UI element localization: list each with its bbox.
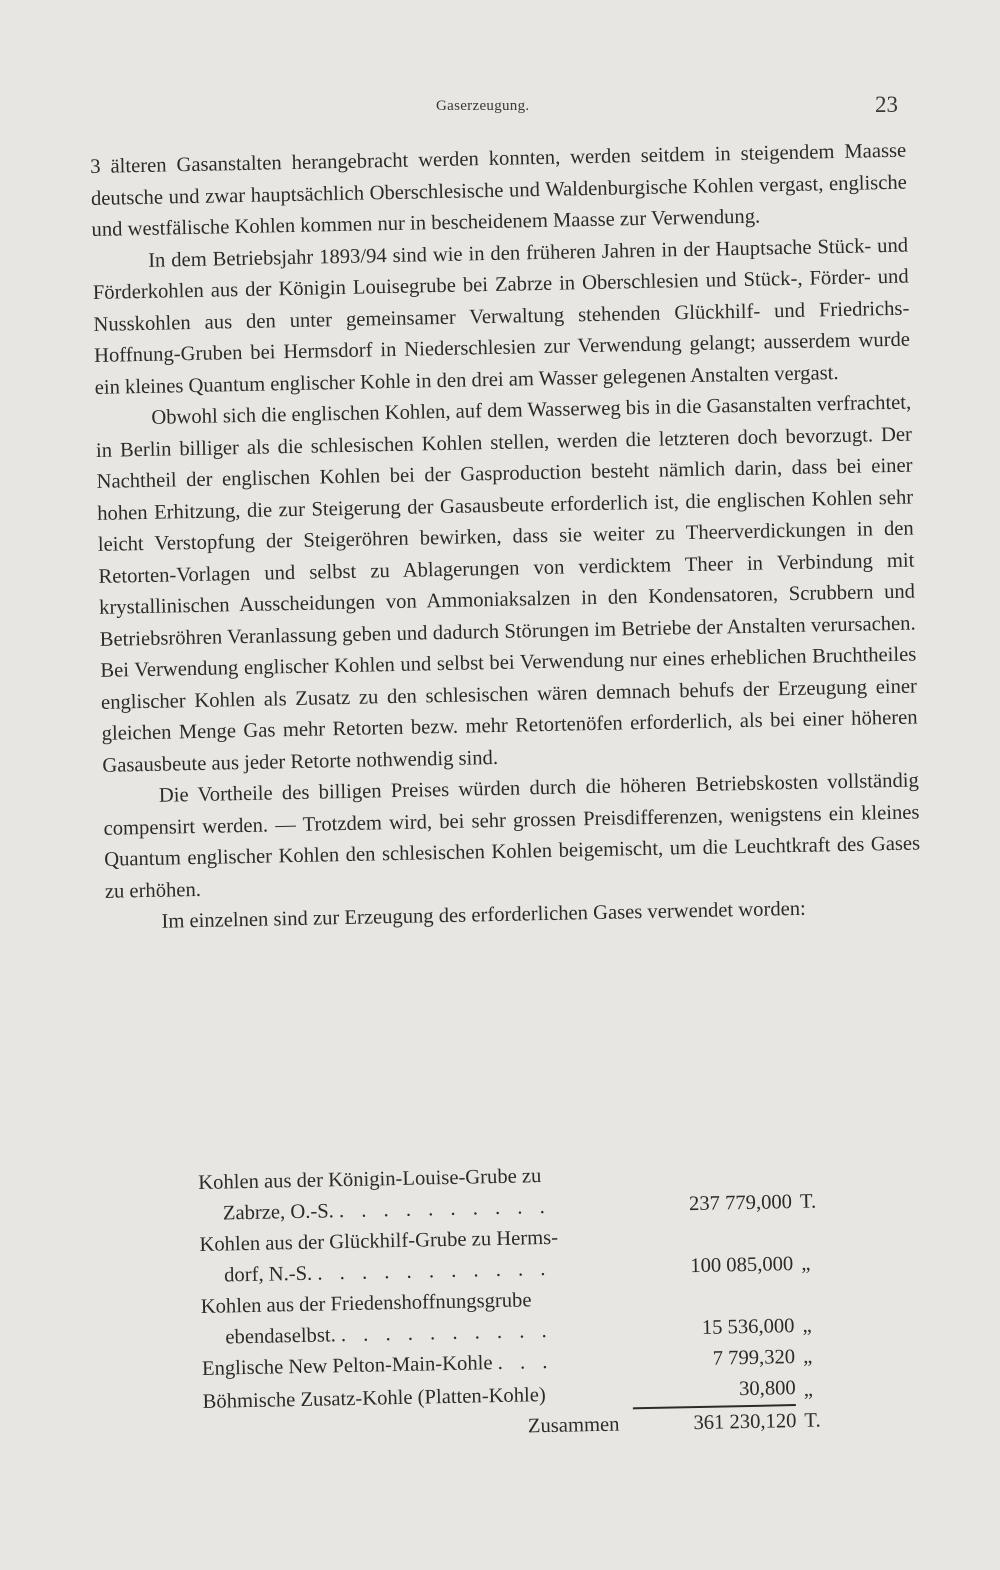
table-unit: „ <box>802 1345 813 1368</box>
paragraph: 3 älteren Gasanstalten herangebracht werden konnten, werden seitdem in steigendem Maasse deutsche und zwar hauptsächlich Oberschlesische und Waldenburgische Kohlen vergast, englische und westfälische Kohlen kommen nur in bescheidenem Maasse zur Verwendung. <box>90 139 907 241</box>
table-entry <box>98 1159 629 1232</box>
page-number: 23 <box>875 92 898 117</box>
running-title: Gaserzeugung. <box>436 98 530 114</box>
leader-dots: . . . . . . . . . . <box>340 1319 553 1347</box>
table-amount: 15 536,000 <box>701 1315 795 1339</box>
paragraph: In dem Betriebsjahr 1893/94 sind wie in den früheren Jahren in der Hauptsache Stück- und Förderkohlen aus der Königin Louisegrube bei Zabrze in Oberschlesien und Stück-, Förder- und Nusskohlen aus den unter gemeinsamer Verwaltung stehenden Glückhilf- und Friedrichs-Hoffnung-Gruben bei Hermsdorf in Niederschlesien zur Verwendung gelangt; ausserdem wurde ein kleines Quantum englischer Kohle in den drei am Wasser gelegenen Anstalten vergast. <box>92 234 911 399</box>
paragraph: Die Vortheile des billigen Preises würden durch die höheren Betriebskosten vollständig compensirt werden. — Trotzdem wird, bei sehr grossen Preisdifferenzen, wenigstens ein kleines Quantum englischer Kohlen den schlesischen Kohlen beigemischt, um die Leuchtkraft des Gases zu erhöhen. <box>103 769 921 903</box>
table-amount: 30,800 <box>632 1373 796 1409</box>
coal-table <box>98 1155 833 1451</box>
table-amount: 100 085,000 <box>690 1253 794 1278</box>
leader-dots: . . . <box>497 1350 554 1375</box>
leader-dots: . . . . . . . . . . . <box>317 1257 552 1285</box>
total-unit: T. <box>804 1409 821 1432</box>
table-amount: 237 779,000 <box>688 1191 793 1216</box>
entry-text: ebendaselbst. <box>225 1324 336 1349</box>
table-unit: „ <box>802 1314 812 1337</box>
table-entry <box>100 1283 631 1356</box>
paragraph: Obwohl sich die englischen Kohlen, auf dem Wasserweg bis in die Gasanstalten verfrachtet, in Berlin billiger als die schlesischen Kohlen stellen, werden die letzteren doch bevorzugt. Der Nachtheil der englischen Kohlen bei der Gasproduction besteht nämlich darin, dass bei einer hohen Erhitzung, die zur Steigerung der Gasausbeute erforderlich ist, die englischen Kohlen sehr leicht Verstopfung der Steigeröhren bewirken, dass sie weiter zu Theerverdickungen in den Retorten-Vorlagen und selbst zu Ablagerungen von verdicktem Theer in Verbindung mit krystallinischen Ausscheidungen von Ammoniaksalzen in den Kondensatoren, Scrubbern und Betriebsröhren Veranlassung geben und dadurch Störungen im Betriebe der Anstalten verursachen. Bei Verwendung englischer Kohlen und selbst bei Verwendung nur eines erheblichen Bruchtheiles englischer Kohlen als Zusatz zu den schlesischen wären demnach behufs der Erzeugung einer gleichen Menge Gas mehr Retorten bezw. mehr Retortenöfen erforderlich, als bei einer höheren Gasausbeute aus jeder Retorte nothwendig sind. <box>95 391 918 777</box>
body-text <box>90 136 922 940</box>
table-unit: „ <box>801 1252 811 1275</box>
leader-dots: . . . . . . . . . . <box>338 1195 551 1223</box>
table-unit: T. <box>799 1190 817 1213</box>
total-label: Zusammen <box>527 1413 620 1438</box>
total-amount: 361 230,120 <box>693 1410 797 1435</box>
paragraph: Im einzelnen sind zur Erzeugung des erforderlichen Gases verwendet worden: <box>161 897 807 933</box>
entry-line: Böhmische Zusatz-Kohle (Platten-Kohle) <box>202 1384 546 1413</box>
table-amount: 7 799,320 <box>712 1346 796 1370</box>
page-header <box>90 92 900 128</box>
entry-line: Kohlen aus der Glückhilf-Grube zu Herms- <box>199 1226 559 1256</box>
entry-line: Kohlen aus der Königin-Louise-Grube zu <box>198 1165 542 1194</box>
table-entry <box>99 1221 630 1294</box>
entry-text: Englische New Pelton-Main-Kohle <box>201 1352 493 1380</box>
entry-text: Zabrze, O.-S. <box>222 1200 335 1225</box>
entry-line: Kohlen aus der Friedenshoffnungsgrube <box>200 1289 532 1318</box>
entry-text: dorf, N.-S. <box>223 1262 313 1287</box>
table-unit: „ <box>803 1378 814 1401</box>
